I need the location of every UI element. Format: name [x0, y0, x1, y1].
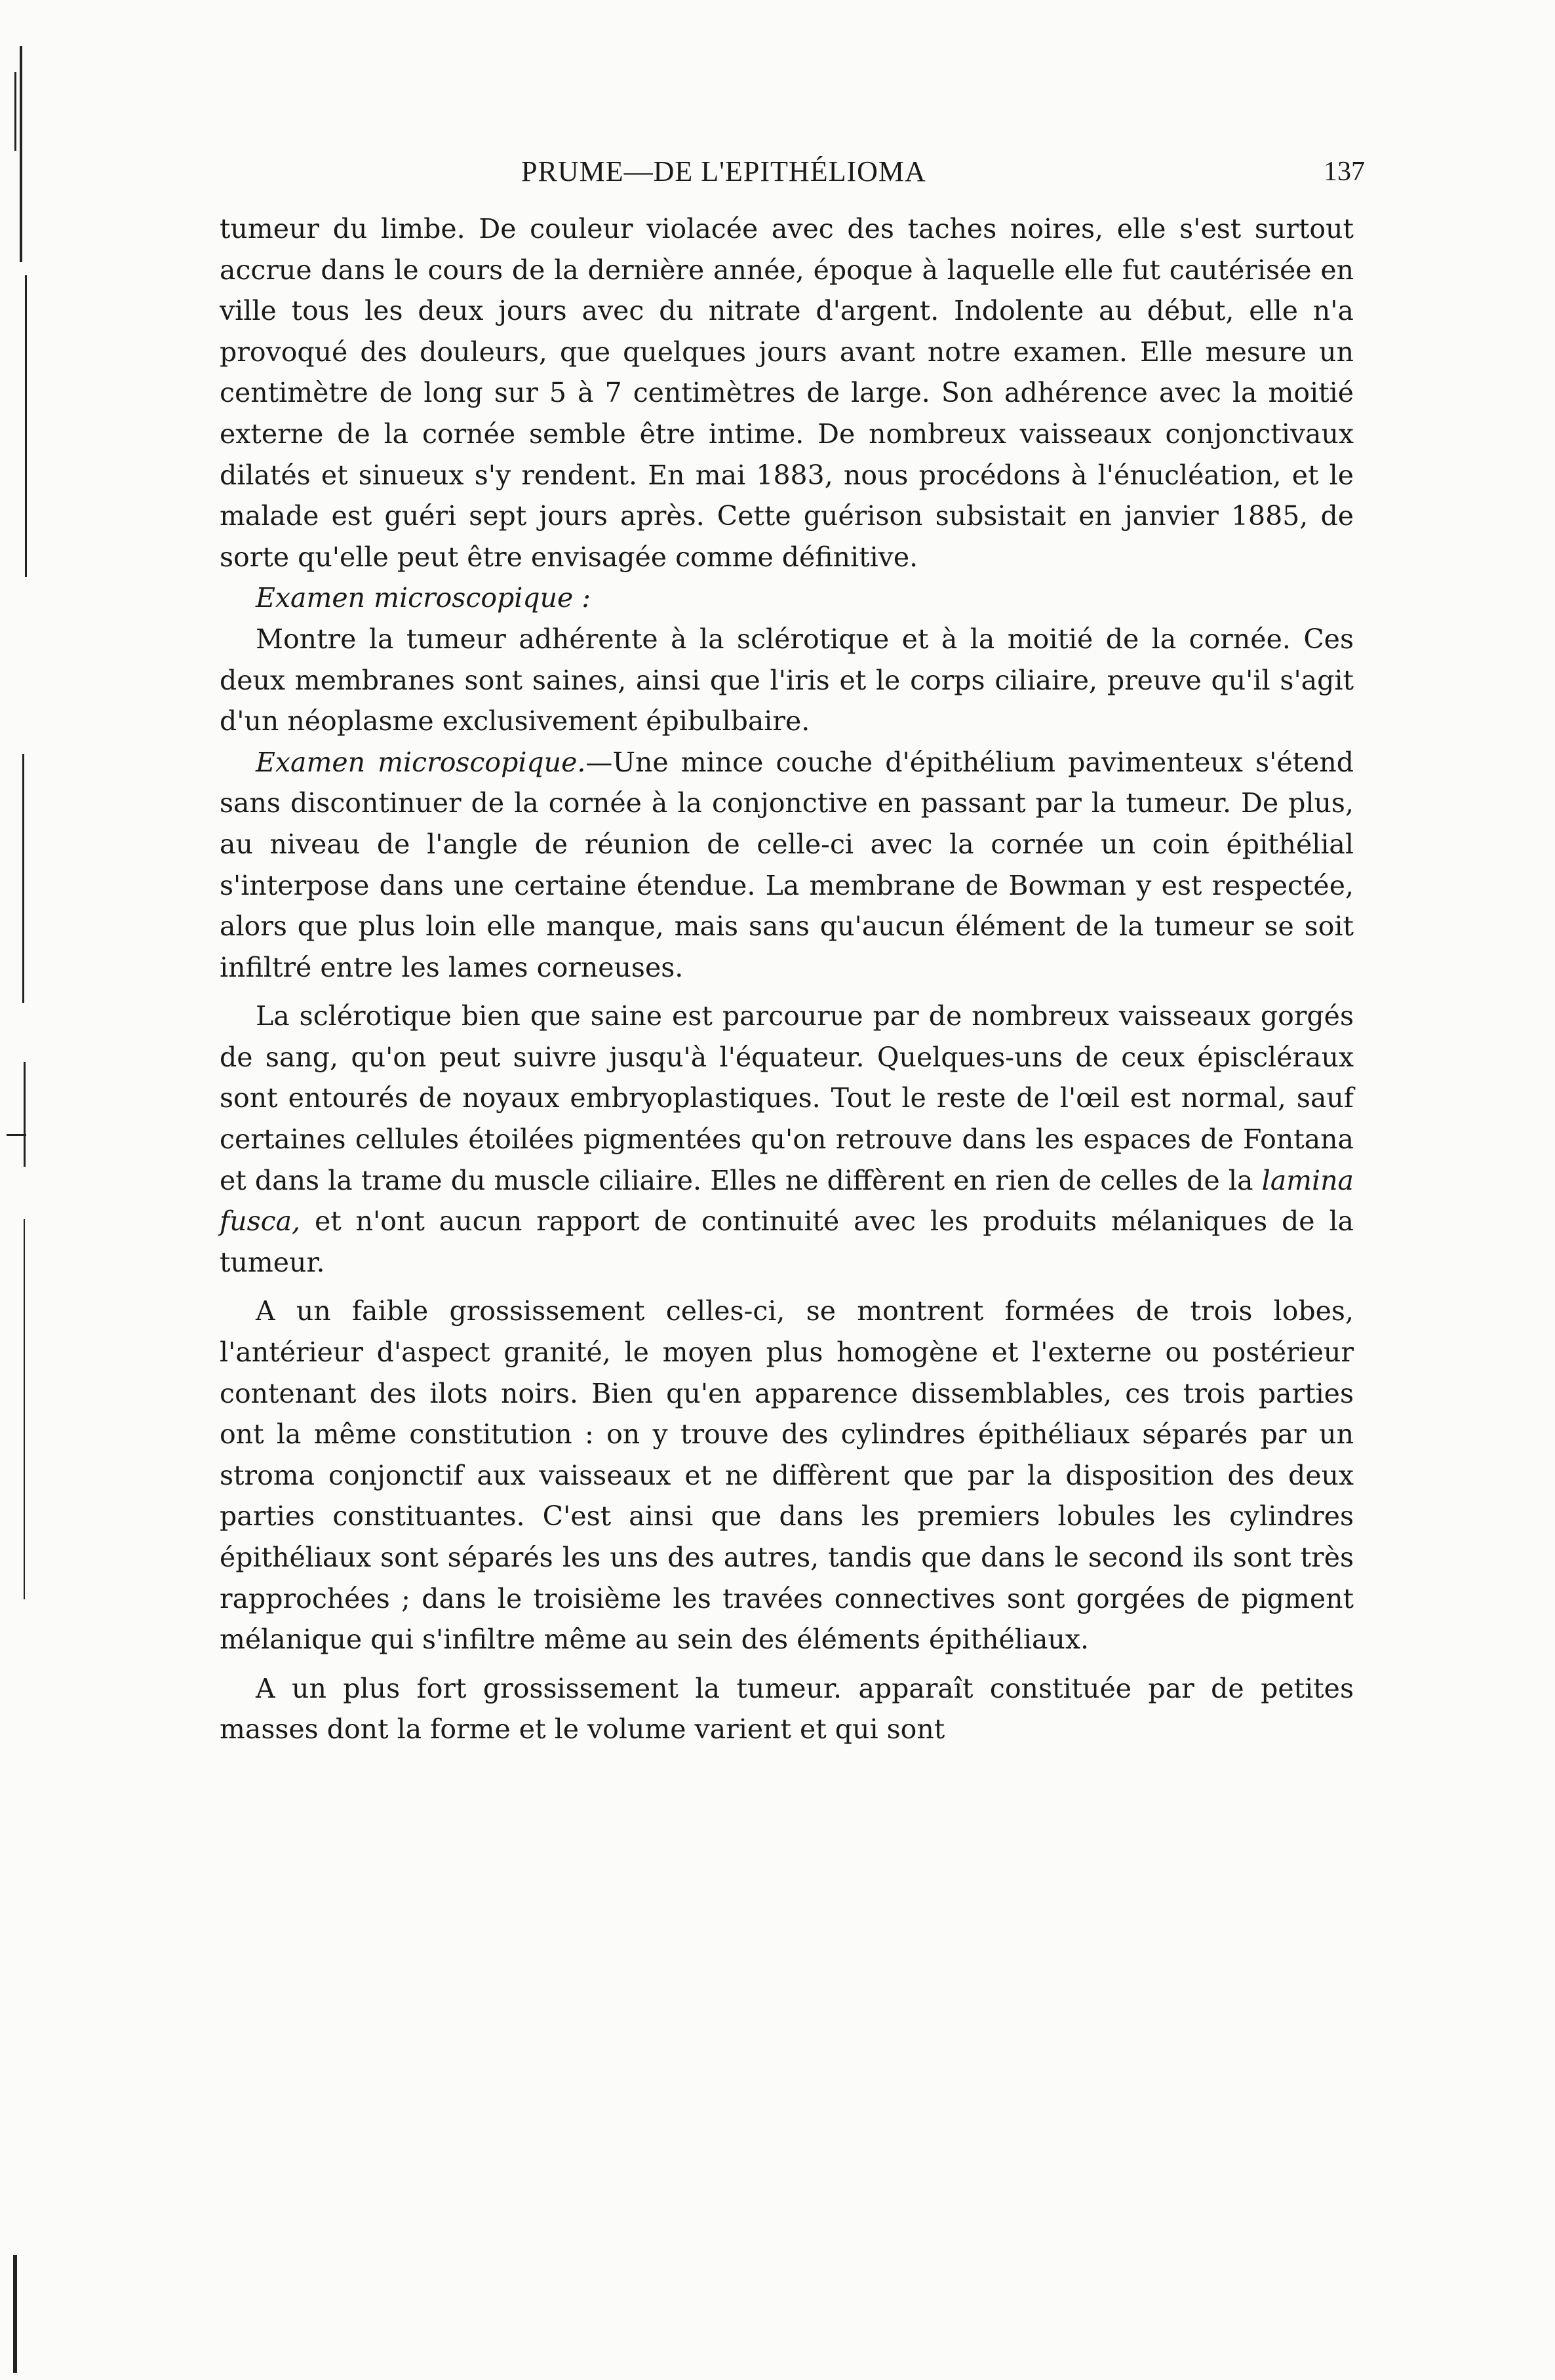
- paragraph: A un faible grossissement celles-ci, se montrent formées de trois lobes, l'antérieur d'aspect granité, le moyen plus homogène et l'externe ou postérieur contenant des ilots noirs. Bien qu'en apparence dissemblables, ces trois parties ont la même constitution : on y trouve des cylindres épithéliaux séparés par un stroma conjonctif aux vaisseaux et ne diffèrent que par la disposition des deux parties constituantes. C'est ainsi que dans les premiers lobules les cylindres épithéliaux sont séparés les uns des autres, tandis que dans le second ils sont très rapprochées ; dans le troisième les travées connectives sont gorgées de pigment mélanique qui s'infiltre même au sein des éléments épithéliaux.: [220, 1295, 1354, 1656]
- paragraph: tumeur du limbe. De couleur violacée avec des taches noires, elle s'est surtout accrue dans le cours de la dernière année, époque à laquelle elle fut cautérisée en ville tous les deux jours avec du nitrate d'argent. Indolente au début, elle n'a provoqué des douleurs, que quelques jours avant notre examen. Elle mesure un centimètre de long sur 5 à 7 centimètres de large. Son adhérence avec la moitié externe de la cornée semble être intime. De nombreux vaisseaux conjonctivaux dilatés et sinueux s'y rendent. En mai 1883, nous procédons à l'énucléation, et le malade est guéri sept jours après. Cette guérison subsistait en janvier 1885, de sorte qu'elle peut être envisagée comme définitive.: [220, 213, 1354, 573]
- inline-heading: Examen microscopique.: [256, 746, 586, 778]
- binding-edge-mark: [25, 275, 27, 577]
- paragraph-text: —Une mince couche d'épithélium pavimenteux s'étend sans discontinuer de la cornée à la conjonctive en passant par la tumeur. De plus, au niveau de l'angle de réunion de celle-ci avec la cornée un coin épithélial s'interpose dans une certaine étendue. La membrane de Bowman y est respectée, alors que plus loin elle manque, mais sans qu'aucun élément de la tumeur se soit infiltré entre les lames corneuses.: [220, 746, 1354, 983]
- paragraph-text: et n'ont aucun rapport de continuité avec les produits mélaniques de la tumeur.: [220, 1205, 1354, 1278]
- binding-edge-mark: [24, 1062, 26, 1167]
- paragraph: A un plus fort grossissement la tumeur. apparaît constituée par de petites masses dont la forme et le volume varient et qui sont: [220, 1672, 1354, 1746]
- paragraph: Montre la tumeur adhérente à la sclérotique et à la moitié de la cornée. Ces deux membranes sont saines, ainsi que l'iris et le corps ciliaire, preuve qu'il s'agit d'un néoplasme exclusivement épibulbaire.: [220, 623, 1354, 737]
- paragraph-text: La sclérotique bien que saine est parcourue par de nombreux vaisseaux gorgés de sang, qu'on peut suivre jusqu'à l'équateur. Quelques-uns de ceux épiscléraux sont entourés de noyaux embryoplastiques. Tout le reste de l'œil est normal, sauf certaines cellules étoilées pigmentées qu'on retrouve dans les espaces de Fontana et dans la trame du muscle ciliaire. Elles ne diffèrent en rien de celles de la: [220, 1000, 1354, 1196]
- page-number: 137: [1324, 157, 1365, 187]
- paragraph: [220, 996, 1354, 1283]
- binding-edge-mark: [22, 754, 24, 1003]
- running-title: PRUME—DE L'EPITHÉLIOMA: [521, 155, 926, 187]
- binding-edge-mark: [14, 72, 16, 151]
- binding-edge-mark: [7, 1134, 26, 1136]
- paragraph: [220, 742, 1354, 988]
- binding-edge-mark: [13, 2255, 17, 2373]
- binding-edge-mark: [24, 1219, 25, 1599]
- body-text: [220, 208, 1354, 1750]
- running-header: [220, 152, 1365, 191]
- binding-edge-mark: [20, 46, 22, 262]
- section-heading: Examen microscopique :: [256, 582, 591, 614]
- italic-term: lamina fusca,: [220, 1164, 1354, 1238]
